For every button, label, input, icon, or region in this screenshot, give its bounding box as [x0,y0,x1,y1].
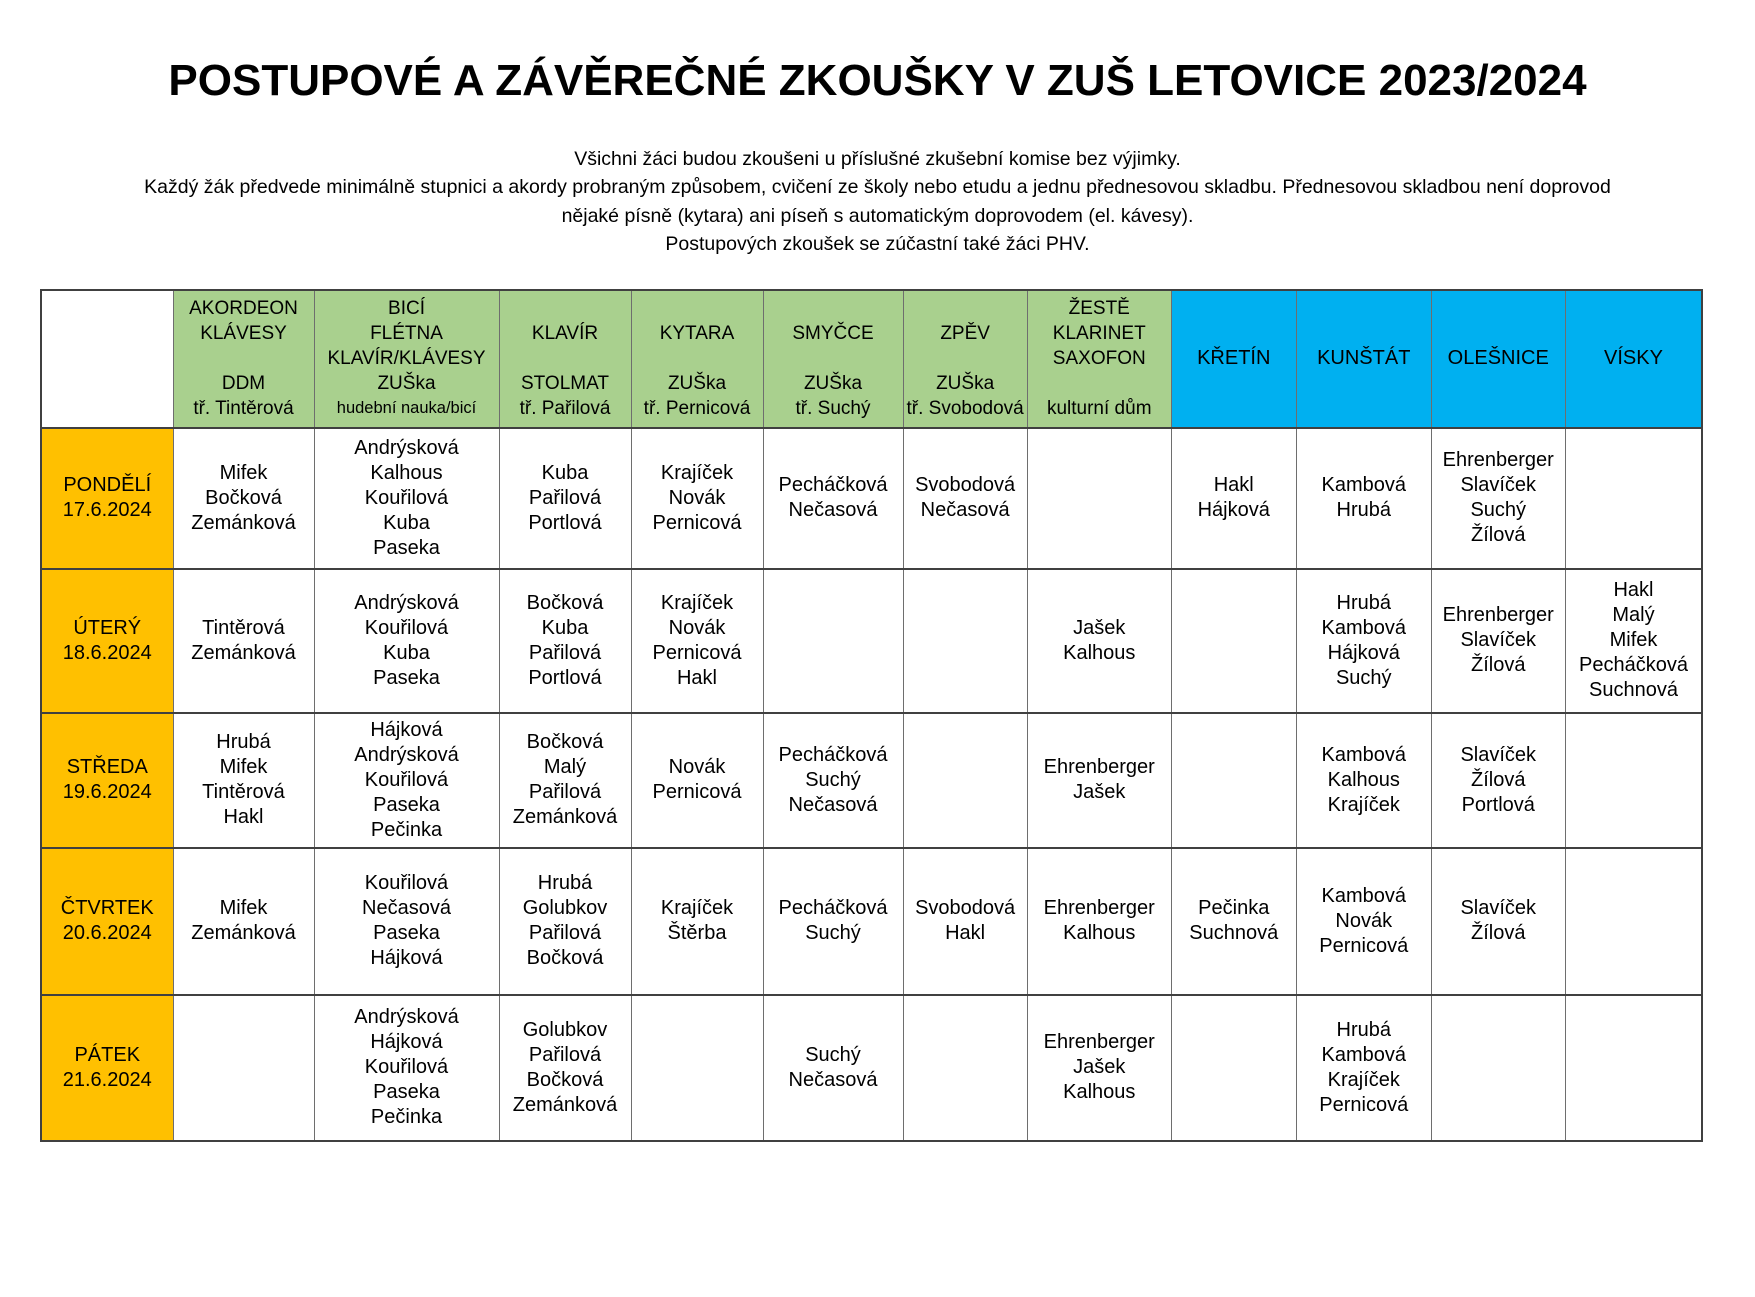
cell-line: DDM [221,373,266,395]
cell-line: Hrubá [1336,1018,1391,1041]
cell-line: Pecháčková [1579,654,1688,677]
cell-line: Kalhous [370,461,443,484]
names-cell [1431,995,1565,1141]
cell-line: Pečinka [370,1106,443,1129]
cell-line: STOLMAT [521,373,609,395]
names-cell [631,995,763,1141]
cell-line: Pečinka [1198,897,1270,920]
cell-line: 20.6.2024 [62,922,152,945]
cell-line: Krajíček [660,461,734,484]
day-cell-pondeli [41,428,173,569]
names-cell [763,995,903,1141]
cell-line: Bočková [526,731,604,754]
cell-line: Žílová [1471,922,1526,945]
names-cell [763,428,903,569]
cell-line: Pecháčková [778,743,888,766]
cell-line: OLEŠNICE [1447,347,1549,370]
cell-line: Nečasová [788,499,878,522]
cell-line: Andrýsková [354,1006,459,1029]
column-header-olesnice [1431,290,1565,428]
cell-line: Svobodová [915,474,1016,497]
cell-line [635,296,760,321]
cell-line: ÚTERÝ [73,616,142,639]
cell-line: PÁTEK [74,1043,141,1066]
header-row [41,290,1702,428]
cell-line: Pernicová [1319,934,1409,957]
cell-line: Nečasová [788,793,878,816]
cell-line: Andrýsková [354,436,459,459]
cell-line: Kouřilová [364,1056,449,1079]
cell-line: Paseka [373,666,440,689]
names-cell [1171,848,1296,995]
cell-line: Hrubá [537,872,593,895]
names-cell [1171,713,1296,848]
cell-line: Andrýsková [354,591,459,614]
cell-line: Kalhous [1063,922,1136,945]
cell-line: Hájková [1197,499,1270,522]
cell-line: 17.6.2024 [62,499,152,522]
cell-line: Zemánková [512,806,618,829]
cell-line: Pecháčková [778,474,888,497]
cell-line: FLÉTNA [370,323,443,345]
names-cell [1296,713,1431,848]
cell-line: SAXOFON [1052,348,1146,370]
names-cell [1431,713,1565,848]
page-title: POSTUPOVÉ A ZÁVĚREČNÉ ZKOUŠKY V ZUŠ LETOVICE 2023/2024 [168,56,1587,105]
names-cell [173,713,314,848]
names-cell [1296,428,1431,569]
cell-line: Golubkov [522,897,608,920]
cell-line: Bočková [526,591,604,614]
cell-line: Hájková [370,718,443,741]
cell-line: STŘEDA [66,756,148,779]
cell-line: Kambová [1321,884,1406,907]
names-cell [1431,848,1565,995]
cell-line: Nečasová [362,897,451,920]
cell-line: Hrubá [216,731,271,754]
cell-line: Suchý [805,922,861,945]
cell-line: Suchnová [1589,679,1678,702]
names-cell [1027,848,1171,995]
cell-line: Jašek [1073,616,1126,639]
cell-line: Hájková [1327,641,1400,664]
cell-line: Pernicová [652,781,742,804]
cell-line: Štěrba [667,922,727,945]
cell-line: Zemánková [191,511,296,534]
intro-line-3: nějaké písně (kytara) ani píseň s automatickým doprovodem (el. kávesy). [561,204,1194,227]
names-cell [903,428,1027,569]
cell-line: Suchnová [1189,922,1279,945]
cell-line: tř. Suchý [795,398,871,420]
cell-line: Slavíček [1460,743,1537,766]
cell-line: VÍSKY [1604,347,1663,370]
cell-line: Portlová [528,666,602,689]
intro-line-1: Všichni žáci budou zkoušeni u příslušné zkušební komise bez výjimky. [574,147,1181,170]
cell-line: Novák [1335,909,1393,932]
cell-line: Malý [543,756,587,779]
cell-line: Krajíček [660,897,734,920]
cell-line: Mifek [219,756,268,779]
names-cell [631,713,763,848]
cell-line: Kuba [383,641,430,664]
cell-line [907,296,1024,321]
cell-line: KLAVÍR/KLÁVESY [327,348,486,370]
cell-line: Paseka [373,922,440,945]
cell-line: Malý [1612,604,1655,627]
cell-line: Novák [668,756,726,779]
names-cell [1565,569,1702,713]
cell-line: Pařilová [528,922,602,945]
day-cell-streda [41,713,173,848]
cell-line [635,346,760,371]
column-header-empty [41,290,173,428]
cell-line: BICÍ [388,298,425,320]
cell-line: Krajíček [1327,1068,1400,1091]
cell-line: Hájková [370,1031,443,1054]
cell-line: SMYČCE [792,323,874,345]
cell-line: Mifek [1609,629,1658,652]
cell-line: Jašek [1073,781,1126,804]
cell-line: ZUŠka [803,373,863,395]
cell-line: Zemánková [191,641,296,664]
cell-line: ZUŠka [377,373,436,395]
names-cell [314,713,499,848]
names-cell [1431,428,1565,569]
cell-line: Mifek [219,461,268,484]
cell-line: Zemánková [512,1093,618,1116]
cell-line: Bočková [526,947,604,970]
cell-line: Ehrenberger [1043,897,1155,920]
names-cell [1431,569,1565,713]
cell-line: Krajíček [1327,793,1400,816]
cell-line: Kalhous [1327,768,1400,791]
cell-line: Mifek [219,897,268,920]
names-cell [314,848,499,995]
column-header-klavir [499,290,631,428]
cell-line: Paseka [373,536,440,559]
cell-line: Nečasová [920,499,1010,522]
column-header-kytara [631,290,763,428]
names-cell [499,848,631,995]
cell-line: PONDĚLÍ [63,474,152,497]
cell-line: Kalhous [1063,641,1136,664]
names-cell [903,848,1027,995]
cell-line: Portlová [1461,793,1535,816]
cell-line: tř. Pařilová [519,398,611,420]
column-header-zpev [903,290,1027,428]
cell-line [907,346,1024,371]
day-cell-patek [41,995,173,1141]
names-cell [173,569,314,713]
cell-line: Ehrenberger [1442,449,1554,472]
column-header-kunstat [1296,290,1431,428]
cell-line [767,296,900,321]
cell-line: Pařilová [528,641,602,664]
cell-line: 18.6.2024 [62,641,152,664]
cell-line: Kalhous [1063,1081,1136,1104]
cell-line: Bočková [205,486,282,509]
column-header-smycce [763,290,903,428]
names-cell [314,569,499,713]
column-header-kretin [1171,290,1296,428]
names-cell [763,848,903,995]
names-cell [1565,428,1702,569]
cell-line: Tintěrová [202,616,285,639]
names-cell [1027,569,1171,713]
cell-line: Pařilová [528,1043,602,1066]
cell-line: KYTARA [659,323,735,345]
cell-line: Kouřilová [364,768,449,791]
cell-line: KŘETÍN [1197,347,1271,370]
cell-line: Kambová [1321,1043,1406,1066]
cell-line: Pernicová [652,641,742,664]
cell-line: Hakl [676,666,717,689]
names-cell [631,848,763,995]
exam-schedule-document [0,56,1755,1297]
cell-line: Suchý [1335,666,1392,689]
cell-line [177,346,311,371]
cell-line: Kouřilová [364,872,449,895]
names-cell [173,428,314,569]
cell-line: Suchý [1470,499,1527,522]
cell-line: Žílová [1471,524,1526,547]
column-header-zeste [1027,290,1171,428]
cell-line: 19.6.2024 [62,781,152,804]
cell-line: Hakl [945,922,986,945]
names-cell [173,848,314,995]
table-row-utery [41,569,1702,713]
cell-line: Novák [668,616,726,639]
cell-line: Bočková [526,1068,604,1091]
cell-line: KUNŠTÁT [1317,347,1411,370]
cell-line: Hakl [223,806,264,829]
cell-line: Andrýsková [354,743,459,766]
cell-line: Žílová [1471,654,1526,677]
cell-line: ZUŠka [936,373,995,395]
names-cell [1171,995,1296,1141]
cell-line [767,346,900,371]
cell-line: ČTVRTEK [60,897,154,920]
cell-line: hudební nauka/bicí [336,399,477,418]
names-cell [499,569,631,713]
cell-line: Kuba [383,511,430,534]
cell-line: Paseka [373,1081,440,1104]
cell-line: tř. Svobodová [906,398,1024,420]
cell-line: Slavíček [1460,897,1537,920]
intro-line-4: Postupových zkoušek se zúčastní také žáci PHV. [665,233,1090,256]
names-cell [1565,995,1702,1141]
cell-line: Portlová [528,511,602,534]
cell-line: Hájková [370,947,443,970]
column-header-visky [1565,290,1702,428]
cell-line: tř. Tintěrová [193,398,294,420]
cell-line: Pecháčková [778,897,888,920]
cell-line: Krajíček [660,591,734,614]
cell-line: Suchý [805,1043,861,1066]
intro-line-2: Každý žák předvede minimálně stupnici a akordy probraným způsobem, cvičení ze školy nebo etudu a jednu přednesovou skladbu. Přednesovou skladbou není doprovod [144,176,1611,199]
names-cell [763,713,903,848]
cell-line: KLARINET [1052,323,1146,345]
cell-line: Slavíček [1460,474,1537,497]
cell-line: Hakl [1613,579,1654,602]
cell-line: Tintěrová [202,781,285,804]
cell-line: Golubkov [522,1018,608,1041]
cell-line: ZUŠka [667,373,727,395]
cell-line: tř. Pernicová [643,398,751,420]
column-header-bici [314,290,499,428]
cell-line: Pečinka [370,818,443,841]
cell-line: Pařilová [528,781,602,804]
intro-text [48,145,1708,259]
day-cell-utery [41,569,173,713]
names-cell [631,428,763,569]
names-cell [1296,569,1431,713]
cell-line: Pernicová [1319,1093,1409,1116]
cell-line: Kuba [541,461,589,484]
cell-line: Jašek [1073,1056,1126,1079]
cell-line: Pařilová [528,486,602,509]
names-cell [1027,995,1171,1141]
names-cell [903,569,1027,713]
names-cell [763,569,903,713]
names-cell [1296,848,1431,995]
cell-line: Ehrenberger [1442,604,1554,627]
table-row-ctvrtek [41,848,1702,995]
cell-line: Kouřilová [364,616,449,639]
cell-line: Svobodová [915,897,1016,920]
cell-line: 21.6.2024 [62,1068,152,1091]
names-cell [631,569,763,713]
names-cell [903,995,1027,1141]
cell-line: ŽESTĚ [1068,298,1130,320]
cell-line: Kouřilová [364,486,449,509]
cell-line: Pernicová [652,511,742,534]
cell-line: Slavíček [1460,629,1537,652]
column-header-akordeon [173,290,314,428]
cell-line: Žílová [1471,768,1526,791]
cell-line: AKORDEON [189,298,298,320]
cell-line: Kuba [541,616,589,639]
names-cell [903,713,1027,848]
names-cell [1027,428,1171,569]
names-cell [1565,848,1702,995]
cell-line: KLAVÍR [531,323,599,345]
names-cell [1565,713,1702,848]
cell-line: ZPĚV [940,323,990,345]
cell-line: Ehrenberger [1043,756,1155,779]
names-cell [1171,428,1296,569]
names-cell [499,995,631,1141]
names-cell [1171,569,1296,713]
cell-line: Kambová [1321,474,1406,497]
cell-line [503,346,628,371]
cell-line [503,296,628,321]
cell-line: Nečasová [788,1068,878,1091]
cell-line: Kambová [1321,616,1406,639]
cell-line: Suchý [805,768,861,791]
exam-schedule-table [40,289,1703,1142]
table-row-pondeli [41,428,1702,569]
cell-line: Hrubá [1336,499,1391,522]
names-cell [314,995,499,1141]
names-cell [1296,995,1431,1141]
cell-line: Hrubá [1336,591,1391,614]
names-cell [314,428,499,569]
day-cell-ctvrtek [41,848,173,995]
cell-line: kulturní dům [1046,398,1152,420]
names-cell [499,713,631,848]
table-row-patek [41,995,1702,1141]
names-cell [499,428,631,569]
cell-line: Novák [668,486,726,509]
cell-line: KLÁVESY [200,323,287,345]
table-row-streda [41,713,1702,848]
cell-line: Zemánková [191,922,296,945]
cell-line [1031,371,1168,396]
names-cell [1027,713,1171,848]
cell-line: Hakl [1213,474,1254,497]
cell-line: Ehrenberger [1043,1031,1155,1054]
names-cell [173,995,314,1141]
cell-line: Kambová [1321,743,1406,766]
cell-line: Paseka [373,793,440,816]
